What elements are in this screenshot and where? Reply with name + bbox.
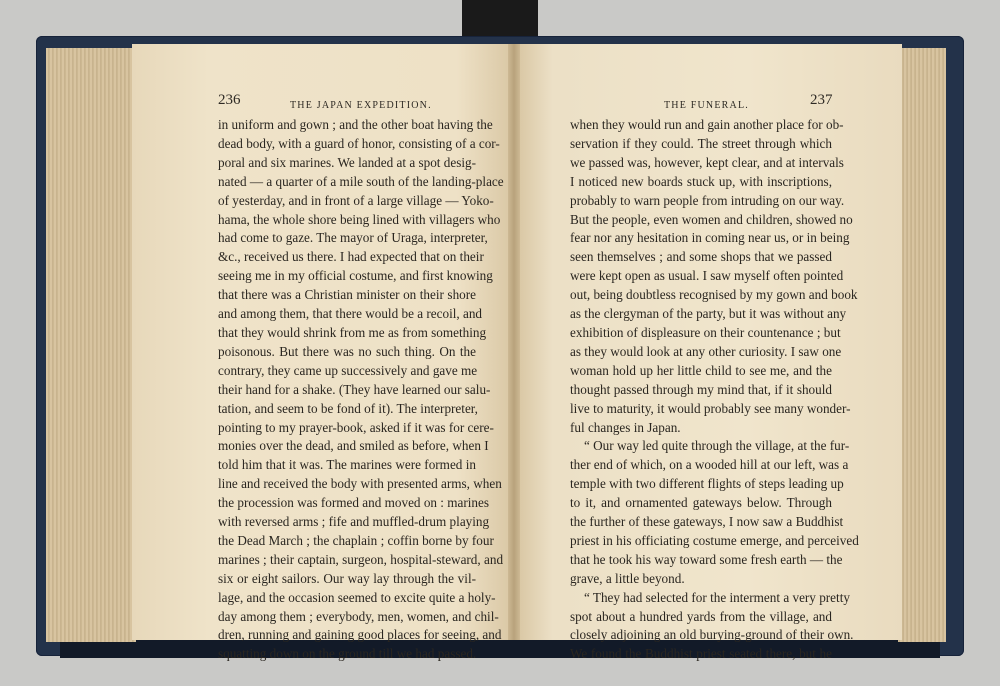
text-line: exhibition of displeasure on their countenance ; but: [570, 324, 841, 340]
text-line: the further of these gateways, I now saw a Buddhist: [570, 514, 844, 530]
text-line: the procession was formed and moved on : marines: [218, 495, 490, 511]
text-line: grave, a little beyond.: [570, 570, 685, 586]
text-line: seeing me in my official costume, and first knowing: [218, 268, 493, 284]
text-line: day among them ; everybody, men, women, and chil-: [218, 608, 499, 624]
text-line: dead body, with a guard of honor, consisting of a cor-: [218, 135, 500, 151]
text-line: out, being doubtless recognised by my gown and book: [570, 287, 858, 303]
text-line: ful changes in Japan.: [570, 419, 681, 435]
text-line: We found the Buddhist priest seated there, but he: [570, 646, 832, 662]
text-line: servation if they could. The street through which: [570, 135, 832, 151]
right-body-text: [570, 116, 859, 664]
text-line: that there was a Christian minister on their shore: [218, 287, 476, 303]
text-line: monies over the dead, and smiled as before, when I: [218, 438, 489, 454]
text-line: But the people, even women and children, showed no: [570, 211, 853, 227]
text-line: and among them, that there would be a recoil, and: [218, 306, 483, 322]
text-line: six or eight sailors. Our way lay through the vil-: [218, 570, 476, 586]
text-line: their hand for a shake. (They have learned our salu-: [218, 381, 491, 397]
text-line: when they would run and gain another place for ob-: [570, 117, 844, 132]
text-line: “ They had selected for the interment a very pretty: [584, 589, 850, 605]
text-line: line and received the body with presented arms, when: [218, 476, 502, 492]
text-line: told him that it was. The marines were formed in: [218, 457, 476, 473]
text-line: temple with two different flights of steps leading up: [570, 476, 844, 492]
text-line: hama, the whole shore being lined with villagers who: [218, 211, 501, 227]
text-line: squatting down on the ground till we had passed.: [218, 646, 477, 662]
text-line: seen themselves ; and some shops that we passed: [570, 249, 832, 265]
text-line: pointing to my prayer-book, asked if it was for cere-: [218, 419, 494, 435]
text-line: as they would look at any other curiosity. I saw one: [570, 343, 842, 359]
text-line: probably to warn people from intruding on our way.: [570, 192, 845, 208]
text-line: tation, and seem to be fond of it). The interpreter,: [218, 400, 478, 416]
text-line: poisonous. But there was no such thing. On the: [218, 343, 476, 359]
left-body-text: [218, 116, 504, 664]
text-line: dren, running and gaining good places for seeing, and: [218, 627, 502, 643]
text-line: ther end of which, on a wooded hill at our left, was a: [570, 457, 849, 473]
text-line: closely adjoining an old burying-ground of their own.: [570, 627, 854, 643]
page-edges-left: [46, 48, 136, 642]
text-line: marines ; their captain, surgeon, hospital-steward, and: [218, 551, 504, 567]
left-running-head-title: THE JAPAN EXPEDITION.: [290, 100, 432, 111]
text-line: &c., received us there. I had expected that on their: [218, 249, 484, 265]
text-line: lage, and the occasion seemed to excite quite a holy-: [218, 589, 496, 605]
text-line: live to maturity, it would probably see many wonder-: [570, 400, 851, 416]
page-edges-right: [898, 48, 946, 642]
left-running-head: [218, 92, 241, 109]
text-line: in uniform and gown ; and the other boat having the: [218, 117, 493, 132]
text-line: that he took his way toward some fresh earth — the: [570, 551, 843, 567]
right-running-title: [664, 96, 749, 112]
text-line: we passed was, however, kept clear, and at intervals: [570, 154, 844, 170]
text-line: nated — a quarter of a mile south of the landing-place: [218, 173, 504, 189]
text-line: had come to gaze. The mayor of Uraga, interpreter,: [218, 230, 488, 246]
text-line: poral and six marines. We landed at a spot desig-: [218, 154, 476, 170]
text-line: priest in his officiating costume emerge, and perceived: [570, 532, 859, 548]
text-line: contrary, they came up successively and gave me: [218, 362, 478, 378]
text-line: of yesterday, and in front of a large village — Yoko-: [218, 192, 494, 208]
right-running-head: [810, 92, 833, 109]
text-line: as the clergyman of the party, but it was without any: [570, 306, 847, 322]
text-line: with reversed arms ; fife and muffled-drum playing: [218, 514, 490, 530]
text-line: to it, and ornamented gateways below. Through: [570, 495, 832, 511]
text-line: woman hold up her little child to see me, and the: [570, 362, 832, 378]
right-page-number: 237: [810, 92, 833, 108]
text-line: “ Our way led quite through the village, at the fur-: [584, 438, 850, 454]
right-running-head-title: THE FUNERAL.: [664, 100, 749, 111]
text-line: fear nor any hesitation in coming near us, or in being: [570, 230, 850, 246]
text-line: the Dead March ; the chaplain ; coffin borne by four: [218, 532, 494, 548]
text-line: thought passed through my mind that, if it should: [570, 381, 832, 397]
text-line: that they would shrink from me as from something: [218, 324, 487, 340]
left-page-number: 236: [218, 92, 241, 108]
text-line: spot about a hundred yards from the village, and: [570, 608, 832, 624]
text-line: I noticed new boards stuck up, with inscriptions,: [570, 173, 832, 189]
text-line: were kept open as usual. I saw myself often pointed: [570, 268, 844, 284]
book-gutter: [508, 44, 520, 640]
left-running-title: [290, 96, 432, 112]
